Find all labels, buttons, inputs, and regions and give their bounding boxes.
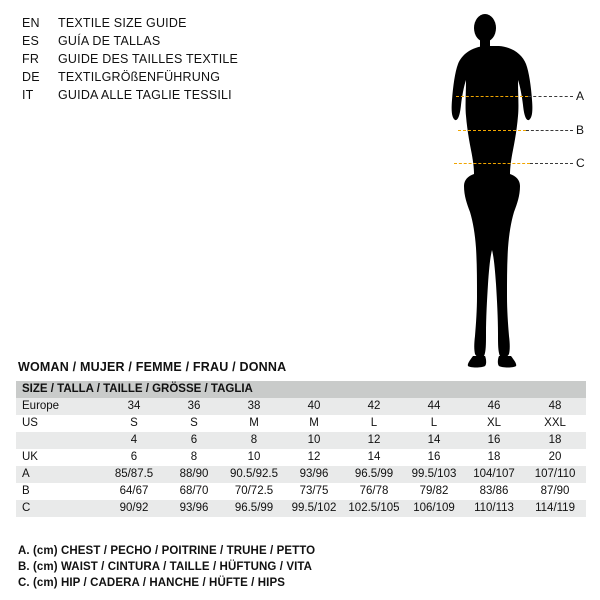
hip-measure-line-dark [530, 163, 573, 164]
body-silhouette-icon [420, 8, 595, 378]
table-cell: 114/119 [524, 500, 586, 517]
table-cell: 88/90 [164, 466, 224, 483]
table-cell: L [344, 415, 404, 432]
chest-marker-label: A [576, 89, 585, 103]
language-row [22, 52, 322, 70]
table-cell: M [284, 415, 344, 432]
table-cell: 14 [404, 432, 464, 449]
table-cell: 87/90 [524, 483, 586, 500]
table-cell: 99.5/102 [284, 500, 344, 517]
table-cell: 90.5/92.5 [224, 466, 284, 483]
language-row [22, 34, 322, 52]
table-cell: 107/110 [524, 466, 586, 483]
table-cell: 40 [284, 398, 344, 415]
table-cell: 10 [224, 449, 284, 466]
waist-marker-label: B [576, 123, 585, 137]
row-label: B [16, 483, 104, 500]
legend-row-chest: A. (cm) CHEST / PECHO / POITRINE / TRUHE / PETTO [18, 545, 316, 557]
table-cell: 18 [464, 449, 524, 466]
table-cell: 102.5/105 [344, 500, 404, 517]
table-cell: 106/109 [404, 500, 464, 517]
language-code: IT [22, 88, 34, 102]
chest-measure-line-dark [528, 96, 573, 97]
table-cell: 96.5/99 [344, 466, 404, 483]
language-code: DE [22, 70, 40, 84]
table-cell: 73/75 [284, 483, 344, 500]
table-row [16, 398, 586, 415]
table-cell: 6 [104, 449, 164, 466]
table-cell: 46 [464, 398, 524, 415]
waist-measure-line-orange [458, 130, 526, 131]
table-cell: 4 [104, 432, 164, 449]
table-cell: 76/78 [344, 483, 404, 500]
table-cell: XXL [524, 415, 586, 432]
female-body-figure [420, 8, 595, 378]
language-row [22, 70, 322, 88]
table-cell: 104/107 [464, 466, 524, 483]
table-cell: 64/67 [104, 483, 164, 500]
table-cell: 83/86 [464, 483, 524, 500]
language-code: EN [22, 16, 40, 30]
gender-title: WOMAN / MUJER / FEMME / FRAU / DONNA [18, 360, 287, 374]
table-cell: 42 [344, 398, 404, 415]
table-cell: 16 [464, 432, 524, 449]
table-cell: S [164, 415, 224, 432]
table-cell: 8 [164, 449, 224, 466]
table-cell: 12 [344, 432, 404, 449]
row-label: US [16, 415, 104, 432]
table-cell: 48 [524, 398, 586, 415]
hip-measure-line-orange [454, 163, 530, 164]
size-table-wrapper [16, 381, 586, 517]
language-title: TEXTILE SIZE GUIDE [58, 16, 187, 30]
language-heading-block [22, 16, 322, 106]
row-label: A [16, 466, 104, 483]
legend-row-waist: B. (cm) WAIST / CINTURA / TAILLE / HÜFTUNG / VITA [18, 561, 313, 573]
table-cell: 34 [104, 398, 164, 415]
table-cell: XL [464, 415, 524, 432]
language-row [22, 88, 322, 106]
legend-row-hip: C. (cm) HIP / CADERA / HANCHE / HÜFTE / HIPS [18, 577, 286, 589]
table-row [16, 449, 586, 466]
table-cell: 93/96 [284, 466, 344, 483]
table-cell: 18 [524, 432, 586, 449]
measurement-legend [18, 543, 578, 591]
table-row [16, 432, 586, 449]
table-cell: 68/70 [164, 483, 224, 500]
waist-measure-line-dark [526, 130, 573, 131]
table-cell: 20 [524, 449, 586, 466]
table-cell: 70/72.5 [224, 483, 284, 500]
language-title: GUÍA DE TALLAS [58, 34, 161, 48]
chest-measure-line-orange [456, 96, 528, 97]
table-cell: 90/92 [104, 500, 164, 517]
table-cell: 10 [284, 432, 344, 449]
language-code: FR [22, 52, 40, 66]
language-row [22, 16, 322, 34]
table-cell: 96.5/99 [224, 500, 284, 517]
row-label: C [16, 500, 104, 517]
table-cell: L [404, 415, 464, 432]
size-table [16, 381, 586, 517]
row-label: Europe [16, 398, 104, 415]
row-label [16, 432, 104, 449]
table-cell: 44 [404, 398, 464, 415]
table-cell: 8 [224, 432, 284, 449]
table-row [16, 466, 586, 483]
table-cell: M [224, 415, 284, 432]
hip-marker-label: C [576, 156, 585, 170]
table-cell: 6 [164, 432, 224, 449]
table-cell: 85/87.5 [104, 466, 164, 483]
table-cell: 12 [284, 449, 344, 466]
table-cell: 99.5/103 [404, 466, 464, 483]
table-header-label: SIZE / TALLA / TAILLE / GRÖSSE / TAGLIA [16, 381, 586, 398]
table-cell: 79/82 [404, 483, 464, 500]
table-cell: 16 [404, 449, 464, 466]
language-title: GUIDE DES TAILLES TEXTILE [58, 52, 239, 66]
table-cell: 38 [224, 398, 284, 415]
table-cell: S [104, 415, 164, 432]
table-header-row [16, 381, 586, 398]
table-cell: 14 [344, 449, 404, 466]
table-row [16, 500, 586, 517]
row-label: UK [16, 449, 104, 466]
language-code: ES [22, 34, 40, 48]
table-cell: 36 [164, 398, 224, 415]
table-row [16, 415, 586, 432]
table-cell: 93/96 [164, 500, 224, 517]
language-title: GUIDA ALLE TAGLIE TESSILI [58, 88, 232, 102]
table-cell: 110/113 [464, 500, 524, 517]
language-title: TEXTILGRÖßENFÜHRUNG [58, 70, 221, 84]
table-row [16, 483, 586, 500]
